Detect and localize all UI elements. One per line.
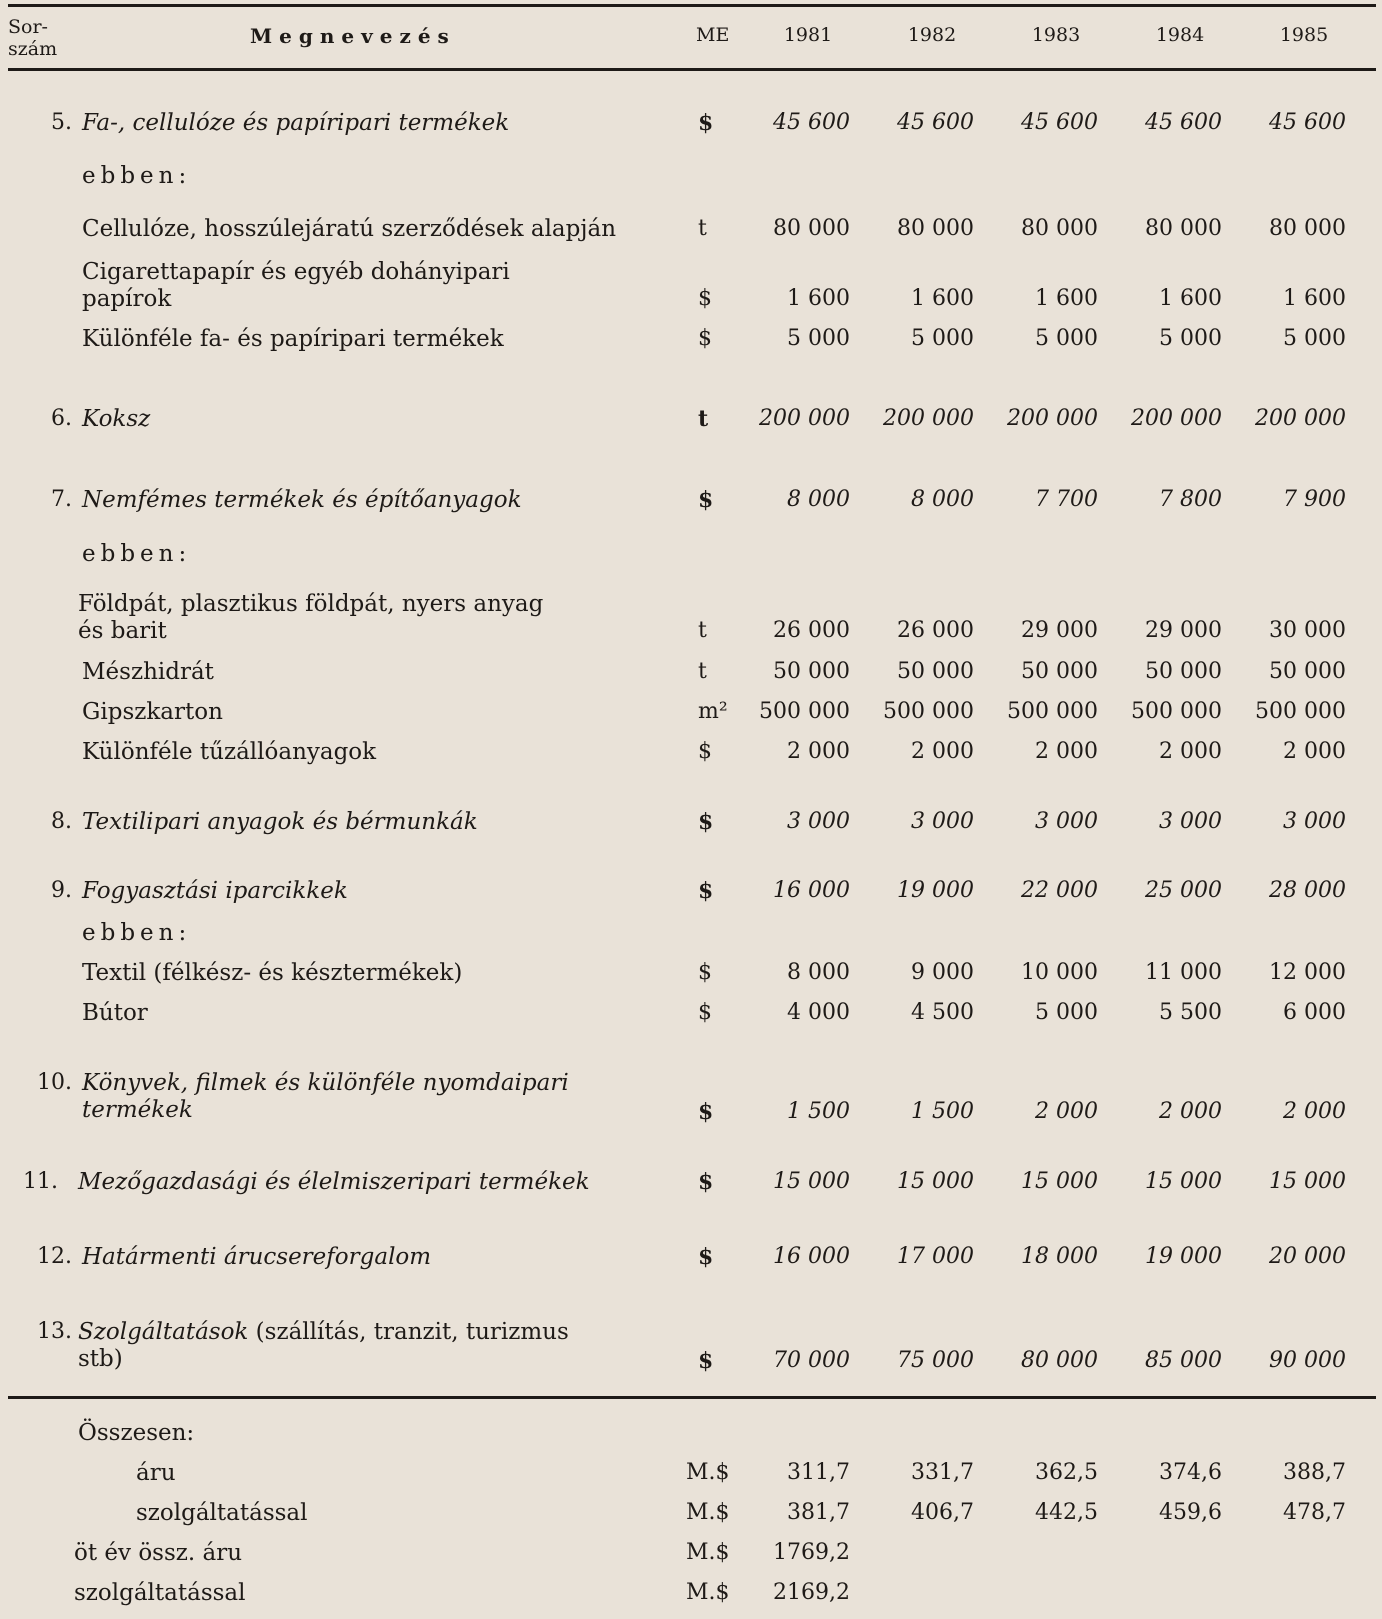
cell-value: 362,5 <box>1035 1460 1098 1485</box>
row-unit: t <box>698 659 707 684</box>
row-name: Könyvek, filmek és különféle nyomdaipari termékek <box>82 1070 569 1123</box>
cell-value: 12 000 <box>1269 960 1346 985</box>
cell-value: 3 000 <box>787 809 850 834</box>
cell-value: 17 000 <box>897 1244 974 1269</box>
cell-value: 80 000 <box>773 216 850 241</box>
cell-value: 15 000 <box>1145 1169 1222 1194</box>
cell-value: 7 900 <box>1283 487 1346 512</box>
cell-value: 45 600 <box>1021 110 1098 135</box>
cell-value: 50 000 <box>773 659 850 684</box>
row-name: ebben: <box>82 541 192 567</box>
row-unit: m² <box>698 699 728 724</box>
cell-value: 388,7 <box>1283 1460 1346 1485</box>
cell-value: 85 000 <box>1145 1348 1222 1373</box>
cell-value: 5 000 <box>1035 326 1098 351</box>
row-unit: $ <box>698 1099 714 1125</box>
row-name: Mészhidrát <box>82 659 214 685</box>
row-number: 12. <box>37 1244 72 1269</box>
cell-value: 200 000 <box>1255 406 1346 431</box>
cell-value: 500 000 <box>1007 699 1098 724</box>
row-unit: $ <box>698 326 712 351</box>
row-name: öt év össz. áru <box>74 1540 243 1566</box>
row-name: Cellulóze, hosszúlejáratú szerződések alapján <box>82 216 617 242</box>
row-unit: $ <box>698 1000 712 1025</box>
header-year-1982: 1982 <box>907 24 957 46</box>
cell-value: 80 000 <box>897 216 974 241</box>
cell-value: 15 000 <box>773 1169 850 1194</box>
cell-value: 26 000 <box>773 618 850 643</box>
cell-value: 1 600 <box>787 286 850 311</box>
row-number: 6. <box>51 406 72 431</box>
cell-value: 15 000 <box>897 1169 974 1194</box>
cell-value: 30 000 <box>1269 618 1346 643</box>
cell-value: 478,7 <box>1283 1500 1346 1525</box>
cell-value: 8 000 <box>787 960 850 985</box>
cell-value: 200 000 <box>759 406 850 431</box>
cell-value: 2169,2 <box>773 1580 850 1605</box>
cell-value: 7 800 <box>1159 487 1222 512</box>
cell-value: 70 000 <box>773 1348 850 1373</box>
header-year-1984: 1984 <box>1155 24 1205 46</box>
cell-value: 25 000 <box>1145 878 1222 903</box>
row-unit: $ <box>698 809 714 835</box>
cell-value: 20 000 <box>1269 1244 1346 1269</box>
row-name: Gipszkarton <box>82 699 223 725</box>
cell-value: 311,7 <box>787 1460 850 1485</box>
row-unit: M.$ <box>686 1460 730 1485</box>
cell-value: 80 000 <box>1021 1348 1098 1373</box>
row-number: 10. <box>37 1070 72 1095</box>
row-unit: $ <box>698 878 714 904</box>
row-unit: $ <box>698 286 712 311</box>
cell-value: 374,6 <box>1159 1460 1222 1485</box>
header-year-1981: 1981 <box>783 24 833 46</box>
cell-value: 200 000 <box>1007 406 1098 431</box>
row-name: Különféle tűzállóanyagok <box>82 739 377 765</box>
cell-value: 50 000 <box>897 659 974 684</box>
row-name: áru <box>136 1460 176 1486</box>
row-name: Textilipari anyagok és bérmunkák <box>82 809 478 835</box>
header-me: ME <box>696 24 730 46</box>
cell-value: 7 700 <box>1035 487 1098 512</box>
row-name: Különféle fa- és papíripari termékek <box>82 326 504 352</box>
row-unit: M.$ <box>686 1580 730 1605</box>
cell-value: 331,7 <box>911 1460 974 1485</box>
cell-value: 1 600 <box>911 286 974 311</box>
cell-value: 2 000 <box>911 739 974 764</box>
row-number: 7. <box>51 487 72 512</box>
cell-value: 1769,2 <box>773 1540 850 1565</box>
row-name: Mezőgazdasági és élelmiszeripari termékek <box>78 1169 590 1195</box>
cell-value: 1 500 <box>787 1099 850 1124</box>
header-year-1983: 1983 <box>1031 24 1081 46</box>
header-sorszam: Sor- szám <box>8 16 58 60</box>
cell-value: 8 000 <box>911 487 974 512</box>
row-name: Fogyasztási iparcikkek <box>82 878 348 904</box>
cell-value: 459,6 <box>1159 1500 1222 1525</box>
cell-value: 80 000 <box>1145 216 1222 241</box>
cell-value: 50 000 <box>1269 659 1346 684</box>
row-name: szolgáltatással <box>136 1500 308 1526</box>
row-name: Határmenti árucsereforgalom <box>82 1244 432 1270</box>
cell-value: 5 000 <box>1159 326 1222 351</box>
cell-value: 18 000 <box>1021 1244 1098 1269</box>
cell-value: 4 000 <box>787 1000 850 1025</box>
row-unit: t <box>698 406 709 432</box>
cell-value: 45 600 <box>897 110 974 135</box>
row-number: 13. <box>37 1319 72 1344</box>
cell-value: 500 000 <box>759 699 850 724</box>
cell-value: 29 000 <box>1021 618 1098 643</box>
row-number: 8. <box>51 809 72 834</box>
cell-value: 1 600 <box>1159 286 1222 311</box>
row-name: Szolgáltatások (szállítás, tranzit, turizmus stb) <box>78 1319 569 1372</box>
row-name: Fa-, cellulóze és papíripari termékek <box>82 110 510 136</box>
row-name: Összesen: <box>78 1420 195 1446</box>
cell-value: 50 000 <box>1021 659 1098 684</box>
row-unit: M.$ <box>686 1500 730 1525</box>
row-number: 5. <box>51 110 72 135</box>
row-unit: $ <box>698 1348 714 1374</box>
cell-value: 4 500 <box>911 1000 974 1025</box>
row-unit: $ <box>698 487 714 513</box>
cell-value: 200 000 <box>1131 406 1222 431</box>
row-name: Cigarettapapír és egyéb dohányipari papírok <box>82 259 510 312</box>
cell-value: 5 500 <box>1159 1000 1222 1025</box>
cell-value: 3 000 <box>1035 809 1098 834</box>
row-name: Bútor <box>82 1000 148 1026</box>
cell-value: 45 600 <box>773 110 850 135</box>
cell-value: 75 000 <box>897 1348 974 1373</box>
cell-value: 200 000 <box>883 406 974 431</box>
cell-value: 45 600 <box>1269 110 1346 135</box>
cell-value: 2 000 <box>1283 1099 1346 1124</box>
row-name: Textil (félkész- és késztermékek) <box>82 960 463 986</box>
cell-value: 10 000 <box>1021 960 1098 985</box>
cell-value: 9 000 <box>911 960 974 985</box>
cell-value: 5 000 <box>1283 326 1346 351</box>
cell-value: 15 000 <box>1269 1169 1346 1194</box>
row-name: Földpát, plasztikus földpát, nyers anyag és barit <box>78 591 544 644</box>
cell-value: 2 000 <box>787 739 850 764</box>
cell-value: 80 000 <box>1021 216 1098 241</box>
cell-value: 1 500 <box>911 1099 974 1124</box>
cell-value: 500 000 <box>883 699 974 724</box>
row-number: 11. <box>23 1169 58 1194</box>
cell-value: 3 000 <box>1283 809 1346 834</box>
row-unit: $ <box>698 1169 714 1195</box>
cell-value: 11 000 <box>1145 960 1222 985</box>
row-unit: M.$ <box>686 1540 730 1565</box>
cell-value: 5 000 <box>1035 1000 1098 1025</box>
cell-value: 500 000 <box>1131 699 1222 724</box>
cell-value: 16 000 <box>773 878 850 903</box>
row-name: szolgáltatással <box>74 1580 246 1606</box>
cell-value: 6 000 <box>1283 1000 1346 1025</box>
cell-value: 5 000 <box>787 326 850 351</box>
cell-value: 2 000 <box>1035 739 1098 764</box>
cell-value: 1 600 <box>1283 286 1346 311</box>
header-megnevezes: Megnevezés <box>250 24 456 48</box>
header-year-1985: 1985 <box>1279 24 1329 46</box>
row-number: 9. <box>51 878 72 903</box>
cell-value: 19 000 <box>1145 1244 1222 1269</box>
cell-value: 22 000 <box>1021 878 1098 903</box>
cell-value: 381,7 <box>787 1500 850 1525</box>
cell-value: 5 000 <box>911 326 974 351</box>
row-name: ebben: <box>82 920 192 946</box>
cell-value: 500 000 <box>1255 699 1346 724</box>
cell-value: 50 000 <box>1145 659 1222 684</box>
cell-value: 26 000 <box>897 618 974 643</box>
cell-value: 2 000 <box>1159 1099 1222 1124</box>
cell-value: 1 600 <box>1035 286 1098 311</box>
row-unit: t <box>698 216 707 241</box>
cell-value: 29 000 <box>1145 618 1222 643</box>
row-unit: t <box>698 618 707 643</box>
cell-value: 2 000 <box>1035 1099 1098 1124</box>
cell-value: 45 600 <box>1145 110 1222 135</box>
row-name: Koksz <box>82 406 151 432</box>
cell-value: 28 000 <box>1269 878 1346 903</box>
cell-value: 3 000 <box>911 809 974 834</box>
cell-value: 15 000 <box>1021 1169 1098 1194</box>
cell-value: 8 000 <box>787 487 850 512</box>
row-unit: $ <box>698 1244 714 1270</box>
row-unit: $ <box>698 110 714 136</box>
cell-value: 442,5 <box>1035 1500 1098 1525</box>
cell-value: 90 000 <box>1269 1348 1346 1373</box>
row-unit: $ <box>698 739 712 764</box>
cell-value: 406,7 <box>911 1500 974 1525</box>
cell-value: 16 000 <box>773 1244 850 1269</box>
cell-value: 2 000 <box>1283 739 1346 764</box>
cell-value: 19 000 <box>897 878 974 903</box>
row-name: Nemfémes termékek és építőanyagok <box>82 487 522 513</box>
row-name: ebben: <box>82 163 192 189</box>
cell-value: 3 000 <box>1159 809 1222 834</box>
cell-value: 80 000 <box>1269 216 1346 241</box>
row-unit: $ <box>698 960 712 985</box>
cell-value: 2 000 <box>1159 739 1222 764</box>
